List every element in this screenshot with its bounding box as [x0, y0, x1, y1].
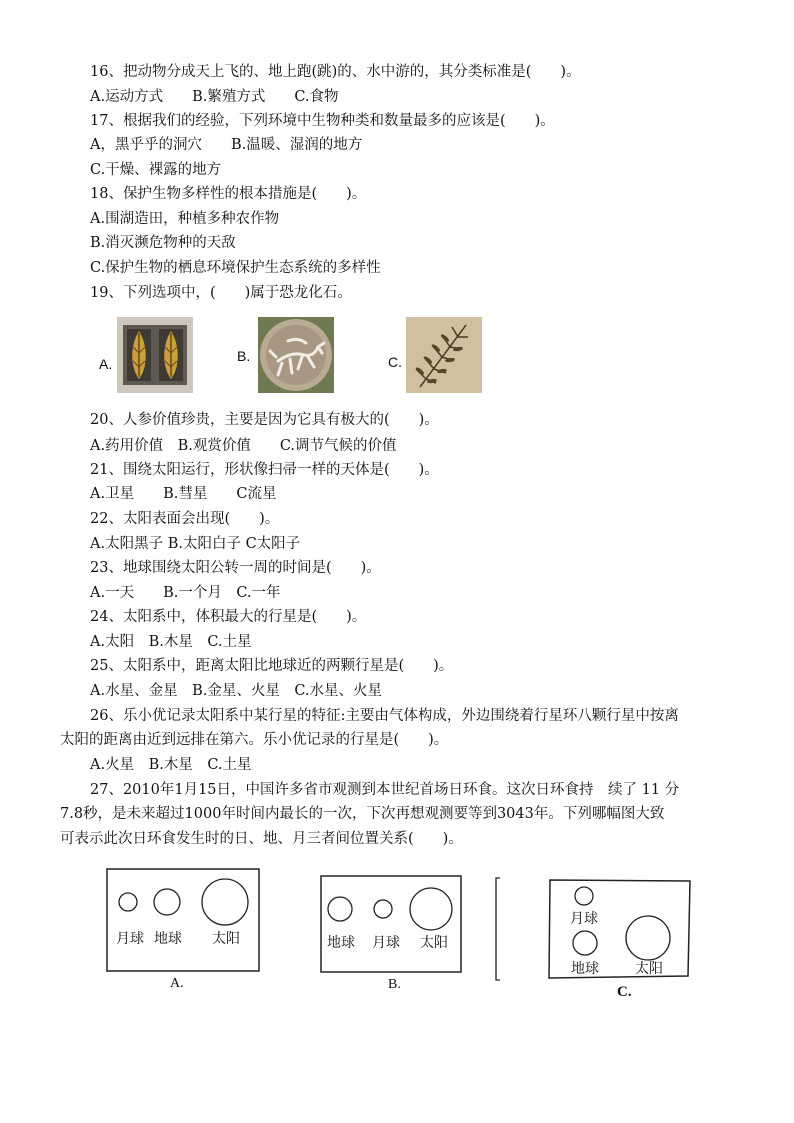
q22-options: A.太阳黑子 B.太阳白子 C太阳子 — [90, 536, 301, 552]
q27-diagram-b — [320, 875, 462, 973]
q16-stem: 16、把动物分成天上飞的、地上跑(跳)的、水中游的，其分类标准是( )。 — [90, 64, 581, 80]
q26-stem-line2: 太阳的距离由近到远排在第六。乐小优记录的行星是( )。 — [60, 732, 449, 748]
q21-stem: 21、围绕太阳运行，形状像扫帚一样的天体是( )。 — [90, 462, 439, 478]
q27-a-earth-label: 地球 — [154, 932, 182, 947]
q17-stem: 17、根据我们的经验，下列环境中生物种类和数量最多的应该是( )。 — [90, 113, 555, 129]
q27-option-c-label: C. — [617, 984, 632, 1000]
q20-options: A.药用价值 B.观赏价值 C.调节气候的价值 — [90, 438, 397, 454]
q18-option-a: A.围湖造田，种植多种农作物 — [90, 211, 280, 227]
q26-options: A.火星 B.木星 C.土星 — [90, 757, 252, 773]
q19-stem: 19、下列选项中，( )属于恐龙化石。 — [90, 285, 352, 301]
q27-b-sun-label: 太阳 — [420, 936, 448, 951]
q17-option-c: C.干燥、裸露的地方 — [90, 162, 222, 178]
q16-options: A.运动方式 B.繁殖方式 C.食物 — [90, 89, 339, 105]
q27-b-moon-label: 月球 — [372, 936, 400, 951]
q27-diagram-a — [106, 868, 260, 972]
q20-stem: 20、人参价值珍贵，主要是因为它具有极大的( )。 — [90, 412, 439, 428]
fossil-photo-a — [117, 317, 193, 393]
q27-c-moon-label: 月球 — [570, 912, 598, 927]
q19-option-b-label: B. — [237, 348, 251, 364]
q27-c-earth-label: 地球 — [571, 962, 599, 977]
q19-option-c-label: C. — [388, 354, 402, 370]
q24-options: A.太阳 B.木星 C.土星 — [90, 634, 252, 650]
q27-a-moon-label: 月球 — [116, 932, 144, 947]
q27-b-earth-label: 地球 — [327, 936, 355, 951]
q27-stem-line3: 可表示此次日环食发生时的日、地、月三者间位置关系( )。 — [60, 831, 463, 847]
fossil-photo-c — [406, 317, 482, 393]
q24-stem: 24、太阳系中，体积最大的行星是( )。 — [90, 609, 367, 625]
q26-stem-line1: 26、乐小优记录太阳系中某行星的特征:主要由气体构成，外边围绕着行星环八颗行星中按离 — [90, 708, 679, 724]
q25-stem: 25、太阳系中，距离太阳比地球近的两颗行星是( )。 — [90, 658, 454, 674]
fossil-photo-b — [258, 317, 334, 393]
q27-option-a-label: A. — [170, 976, 184, 991]
q27-a-sun-label: 太阳 — [212, 932, 240, 947]
q27-option-b-label: B. — [388, 977, 401, 992]
q17-options-ab: A，黑乎乎的洞穴 B.温暖、湿润的地方 — [90, 137, 363, 153]
q27-c-sun-label: 太阳 — [635, 962, 663, 977]
q25-options: A.水星、金星 B.金星、火星 C.水星、火星 — [90, 683, 383, 699]
q18-stem: 18、保护生物多样性的根本措施是( )。 — [90, 186, 367, 202]
q23-stem: 23、地球围绕太阳公转一周的时间是( )。 — [90, 560, 381, 576]
q18-option-b: B.消灭濒危物种的天敌 — [90, 235, 236, 251]
q23-options: A.一天 B.一个月 C.一年 — [90, 585, 281, 601]
q27-stem-line2: 7.8秒，是未来超过1000年时间内最长的一次，下次再想观测要等到3043年。下列哪幅图大致 — [60, 806, 665, 822]
q19-option-a-label: A. — [99, 356, 113, 372]
q21-options: A.卫星 B.彗星 C流星 — [90, 486, 277, 502]
q18-option-c: C.保护生物的栖息环境保护生态系统的多样性 — [90, 260, 381, 276]
q27-stem-line1: 27、2010年1月15日，中国许多省市观测到本世纪首场日环食。这次日环食持 续了 11 分 — [90, 782, 680, 798]
q22-stem: 22、太阳表面会出现( )。 — [90, 511, 280, 527]
